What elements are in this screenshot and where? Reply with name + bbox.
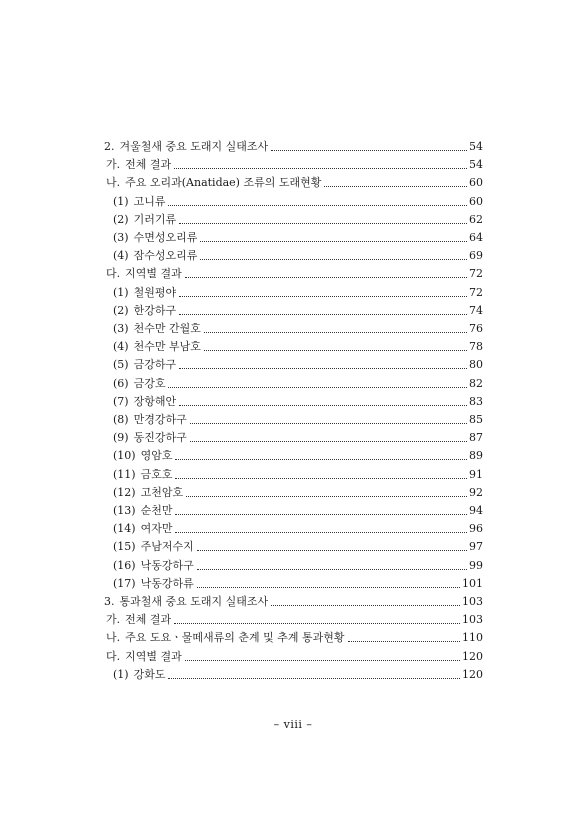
toc-entry-page: 69 xyxy=(469,249,483,263)
toc-entry[interactable] xyxy=(106,627,483,645)
toc-entry-number: 나. xyxy=(106,176,121,190)
toc-entry-title: 주요 오리과(Anatidae) 조류의 도래현황 xyxy=(125,176,322,190)
toc-entry-number: (1) xyxy=(113,667,129,681)
dot-leader xyxy=(200,241,467,242)
dot-leader xyxy=(179,368,467,369)
toc-entry-number: (4) xyxy=(113,249,129,263)
toc-entry-number: 3. xyxy=(104,595,115,608)
toc-entry[interactable] xyxy=(113,555,483,573)
toc-entry-page: 96 xyxy=(469,522,483,536)
toc-entry-page: 101 xyxy=(462,576,483,590)
dot-leader xyxy=(175,459,467,460)
dot-leader xyxy=(174,168,467,169)
toc-entry-title: 기러기류 xyxy=(133,212,177,226)
toc-entry-number: (3) xyxy=(113,322,129,335)
dot-leader xyxy=(348,641,460,642)
toc-entry-page: 89 xyxy=(469,449,483,463)
toc-entry[interactable] xyxy=(113,245,483,263)
toc-entry-title: 주남저수지 xyxy=(140,540,194,554)
toc-entry-number: (7) xyxy=(113,394,129,408)
toc-entry[interactable] xyxy=(113,409,483,427)
toc-entry-number: (11) xyxy=(113,467,136,481)
toc-entry[interactable] xyxy=(113,464,483,482)
toc-entry-title: 고니류 xyxy=(133,194,166,208)
toc-entry-page: 60 xyxy=(469,176,483,190)
dot-leader xyxy=(204,350,467,351)
toc-entry-number: (10) xyxy=(113,449,136,463)
toc-entry-number: (12) xyxy=(113,485,136,499)
toc-entry-number: 다. xyxy=(106,649,121,663)
toc-entry[interactable] xyxy=(106,646,483,664)
toc-entry-title: 주요 도요ㆍ물떼새류의 춘계 및 추계 통과현황 xyxy=(125,631,345,645)
toc-entry-title: 전체 결과 xyxy=(125,158,172,172)
dot-leader xyxy=(190,441,467,442)
dot-leader xyxy=(186,496,467,497)
toc-entry-page: 80 xyxy=(469,358,483,372)
toc-entry-page: 54 xyxy=(469,140,483,153)
toc-entry[interactable] xyxy=(113,318,483,336)
toc-entry[interactable] xyxy=(113,373,483,391)
dot-leader xyxy=(197,587,460,588)
toc-entry-page: 103 xyxy=(462,595,483,608)
toc-entry-number: (1) xyxy=(113,194,129,208)
toc-entry-title: 낙동강하류 xyxy=(140,576,194,590)
dot-leader xyxy=(324,186,467,187)
toc-entry-number: (2) xyxy=(113,212,129,226)
toc-entry-number: (14) xyxy=(113,522,136,536)
toc-entry[interactable] xyxy=(104,591,483,609)
toc-entry-number: 2. xyxy=(104,140,115,153)
dot-leader xyxy=(190,423,467,424)
toc-entry-number: (16) xyxy=(113,558,136,572)
toc-entry-page: 92 xyxy=(469,485,483,499)
toc-entry[interactable] xyxy=(113,573,483,591)
toc-entry-number: (2) xyxy=(113,303,129,317)
toc-entry-page: 76 xyxy=(469,322,483,335)
toc-entry-title: 고천암호 xyxy=(140,485,184,499)
toc-entry-page: 103 xyxy=(462,613,483,627)
toc-entry-page: 110 xyxy=(462,631,483,645)
toc-entry[interactable] xyxy=(113,300,483,318)
toc-entry-number: 나. xyxy=(106,631,121,645)
dot-leader xyxy=(185,660,460,661)
dot-leader xyxy=(174,623,460,624)
toc-entry-page: 85 xyxy=(469,413,483,426)
toc-entry[interactable] xyxy=(113,209,483,227)
toc-entry[interactable] xyxy=(106,154,483,172)
toc-entry-page: 60 xyxy=(469,194,483,208)
dot-leader xyxy=(175,532,467,533)
toc-entry-title: 여자만 xyxy=(140,522,173,536)
toc-entry-page: 74 xyxy=(469,303,483,317)
toc-entry-page: 97 xyxy=(469,540,483,554)
toc-entry[interactable] xyxy=(106,172,483,190)
toc-entry-page: 87 xyxy=(469,431,483,445)
toc-entry-title: 낙동강하구 xyxy=(140,558,194,572)
toc-entry-title: 통과철새 중요 도래지 실태조사 xyxy=(119,595,269,608)
dot-leader xyxy=(168,205,467,206)
dot-leader xyxy=(179,223,467,224)
toc-entry[interactable] xyxy=(113,282,483,300)
toc-entry-number: (5) xyxy=(113,358,129,372)
toc-entry-title: 강화도 xyxy=(133,667,166,681)
toc-entry-number: 가. xyxy=(106,158,121,172)
dot-leader xyxy=(271,150,467,151)
toc-entry-title: 만경강하구 xyxy=(133,413,187,426)
toc-entry-page: 62 xyxy=(469,212,483,226)
dot-leader xyxy=(185,277,467,278)
toc-entry[interactable] xyxy=(113,482,483,500)
toc-entry[interactable] xyxy=(104,136,483,154)
toc-entry[interactable] xyxy=(113,354,483,372)
toc-entry-page: 99 xyxy=(469,558,483,572)
toc-entry-page: 91 xyxy=(469,467,483,481)
toc-entry[interactable] xyxy=(113,336,483,354)
toc-entry-number: (1) xyxy=(113,285,129,299)
page-number-footer: – viii – xyxy=(273,718,313,731)
toc-entry[interactable] xyxy=(106,263,483,281)
toc-entry-page: 72 xyxy=(469,267,483,281)
dot-leader xyxy=(168,387,467,388)
toc-entry-title: 장항해안 xyxy=(133,394,177,408)
toc-entry-number: 가. xyxy=(106,613,121,627)
toc-entry[interactable] xyxy=(113,518,483,536)
dot-leader xyxy=(204,332,467,333)
toc-entry-page: 83 xyxy=(469,394,483,408)
toc-entry-title: 지역별 결과 xyxy=(125,649,182,663)
toc-entry-number: (8) xyxy=(113,413,129,426)
dot-leader xyxy=(179,314,467,315)
toc-entry-title: 수면성오리류 xyxy=(133,231,198,244)
dot-leader xyxy=(179,405,467,406)
toc-entry[interactable] xyxy=(113,191,483,209)
toc-entry-title: 한강하구 xyxy=(133,303,177,317)
toc-entry[interactable] xyxy=(113,427,483,445)
dot-leader xyxy=(168,678,460,679)
toc-entry[interactable] xyxy=(113,536,483,554)
dot-leader xyxy=(175,478,467,479)
toc-entry-number: (3) xyxy=(113,231,129,244)
toc-entry-page: 72 xyxy=(469,285,483,299)
toc-entry-title: 순천만 xyxy=(140,504,173,517)
toc-entry-title: 잠수성오리류 xyxy=(133,249,198,263)
toc-entry-title: 금강호 xyxy=(133,376,166,390)
toc-entry-number: (13) xyxy=(113,504,136,517)
toc-entry-title: 철원평야 xyxy=(133,285,177,299)
toc-entry-page: 120 xyxy=(462,667,483,681)
dot-leader xyxy=(175,514,467,515)
toc-entry-title: 금강하구 xyxy=(133,358,177,372)
toc-entry-page: 94 xyxy=(469,504,483,517)
toc-entry-page: 78 xyxy=(469,340,483,354)
toc-entry-number: (17) xyxy=(113,576,136,590)
toc-entry-number: (9) xyxy=(113,431,129,445)
dot-leader xyxy=(179,296,467,297)
toc-entry-page: 82 xyxy=(469,376,483,390)
toc-entry-title: 동진강하구 xyxy=(133,431,187,445)
toc-entry-page: 64 xyxy=(469,231,483,244)
toc-entry-title: 겨울철새 중요 도래지 실태조사 xyxy=(119,140,269,153)
toc-entry-number: (4) xyxy=(113,340,129,354)
toc-entry-title: 천수만 간월호 xyxy=(133,322,201,335)
dot-leader xyxy=(197,569,467,570)
toc-entry-page: 120 xyxy=(462,649,483,663)
toc-entry-title: 금호호 xyxy=(140,467,173,481)
toc-entry[interactable] xyxy=(113,500,483,518)
dot-leader xyxy=(200,259,467,260)
toc-entry-title: 지역별 결과 xyxy=(125,267,182,281)
toc-entry[interactable] xyxy=(113,391,483,409)
toc-entry-title: 전체 결과 xyxy=(125,613,172,627)
toc-entry-number: (15) xyxy=(113,540,136,554)
dot-leader xyxy=(271,605,460,606)
dot-leader xyxy=(197,550,467,551)
toc-entry[interactable] xyxy=(113,445,483,463)
toc-entry-title: 영암호 xyxy=(140,449,173,463)
toc-entry[interactable] xyxy=(113,227,483,245)
toc-entry-title: 천수만 부남호 xyxy=(133,340,201,354)
toc-entry-page: 54 xyxy=(469,158,483,172)
toc-entry-number: (6) xyxy=(113,376,129,390)
toc-entry[interactable] xyxy=(113,664,483,682)
toc-entry[interactable] xyxy=(106,609,483,627)
toc-entry-number: 다. xyxy=(106,267,121,281)
